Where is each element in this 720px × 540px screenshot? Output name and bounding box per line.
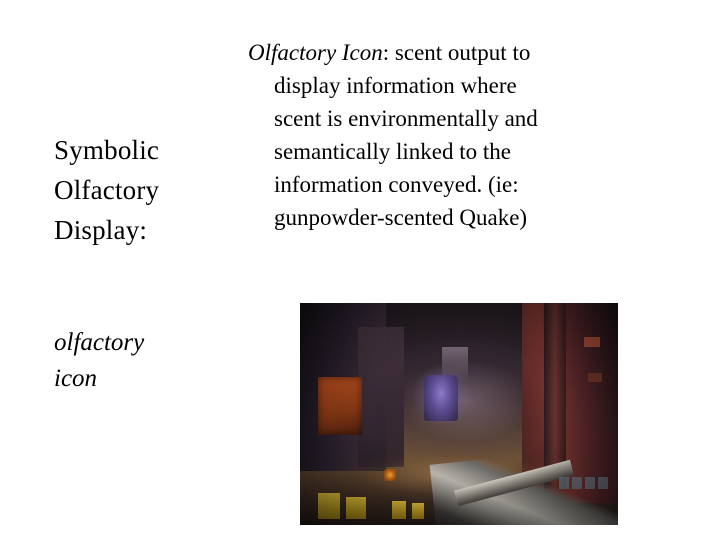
slide-title-line-3: Display: [54,215,148,245]
body-lead-term: Olfactory Icon [248,40,383,65]
quake-screenshot-image [300,303,618,525]
slide-title-line-2: Olfactory [54,175,160,205]
screenshot-floor-marker [346,497,366,519]
body-line-4: semantically linked to the [274,139,511,164]
body-line-1 [248,36,648,69]
body-line-5: information conveyed. (ie: [274,172,519,197]
screenshot-left-wall-panel [358,327,404,467]
screenshot-wall-panel-a [584,337,600,347]
hud-digit [585,477,595,489]
body-text [248,36,648,234]
screenshot-floor-marker [392,501,406,519]
hud-digit [572,477,582,489]
olfactory-icon-caption [54,325,264,397]
screenshot-floor-marker [412,503,424,519]
body-line-6: gunpowder-scented Quake) [274,205,528,230]
hud-digit [559,477,569,489]
body-line-1-rest: : scent output to [382,40,531,65]
caption-line-1: olfactory [54,329,145,356]
screenshot-wall-panel-b [588,373,602,382]
body-line-3: scent is environmentally and [274,106,538,131]
screenshot-hud [559,477,608,489]
slide-title [54,130,254,250]
hud-digit [598,477,608,489]
caption-line-2: icon [54,365,98,392]
slide-title-line-1: Symbolic [54,135,160,165]
screenshot-figure [424,375,458,421]
body-line-2: display information where [274,73,517,98]
screenshot-crate [318,377,362,435]
screenshot-floor-marker [318,493,340,519]
screenshot-pickup-item [384,469,396,481]
